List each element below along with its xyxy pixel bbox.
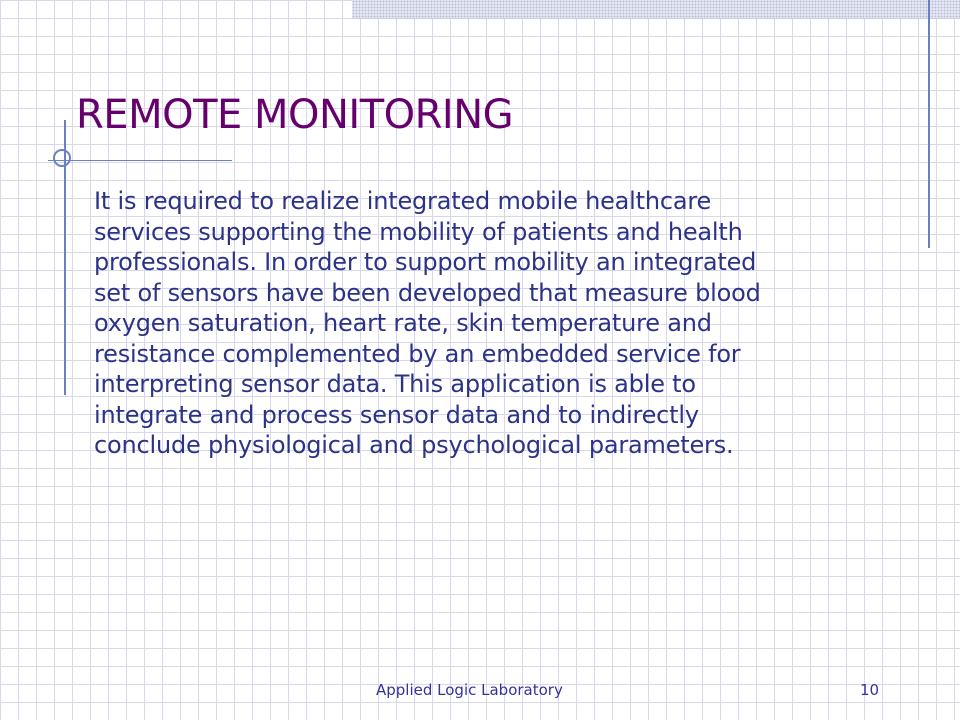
body-line: conclude physiological and psychological parameters. (94, 431, 734, 459)
body-line: professionals. In order to support mobility an integrated (94, 248, 757, 276)
slide-body-paragraph (94, 186, 894, 461)
body-line: services supporting the mobility of patients and health (94, 217, 743, 246)
body-line: oxygen saturation, heart rate, skin temperature and (94, 309, 712, 337)
body-line: It is required to realize integrated mobile healthcare (94, 187, 712, 215)
decorative-ring (53, 149, 71, 167)
body-line: integrate and process sensor data and to indirectly (94, 400, 699, 429)
body-line: resistance complemented by an embedded service for (94, 339, 741, 368)
body-line: interpreting sensor data. This application is able to (94, 370, 696, 398)
right-vertical-rule (928, 0, 930, 248)
footer-label: Applied Logic Laboratory (376, 681, 563, 699)
slide-title: REMOTE MONITORING (76, 92, 514, 138)
top-decorative-band (352, 0, 960, 19)
body-line: set of sensors have been developed that measure blood (94, 278, 761, 307)
title-underline-rule (48, 160, 232, 161)
page-number: 10 (860, 681, 880, 699)
